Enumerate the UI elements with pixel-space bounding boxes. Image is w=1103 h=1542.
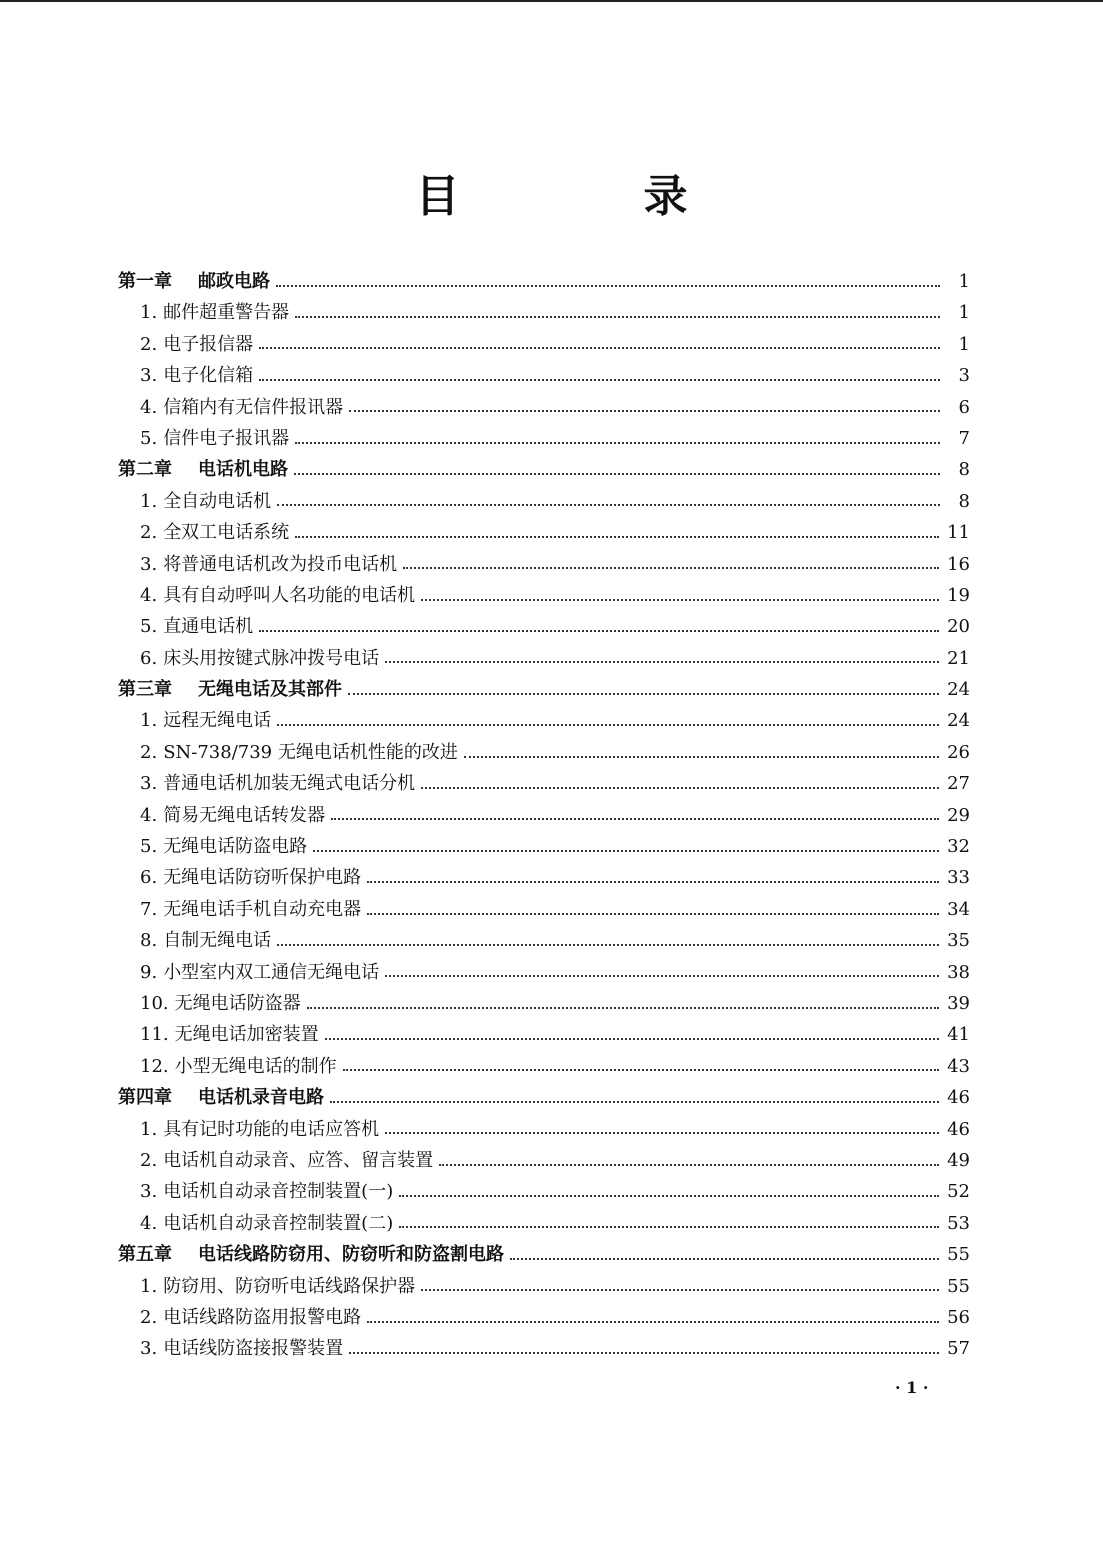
item-number: 2. bbox=[140, 741, 158, 763]
dot-leader bbox=[385, 661, 939, 663]
toc-item-row[interactable] bbox=[118, 1114, 970, 1145]
toc-chapter-row[interactable] bbox=[118, 1082, 970, 1113]
toc-entry-label bbox=[140, 1271, 415, 1302]
item-title: 电话机自动录音、应答、留言装置 bbox=[163, 1149, 434, 1171]
toc-entry-label bbox=[118, 1239, 504, 1270]
dot-leader bbox=[367, 1321, 939, 1323]
item-title: 具有自动呼叫人名功能的电话机 bbox=[163, 584, 416, 606]
chapter-number: 第三章 bbox=[118, 679, 172, 701]
toc-entry-label bbox=[140, 862, 361, 893]
toc-entry-label bbox=[140, 988, 301, 1019]
toc-item-row[interactable] bbox=[118, 925, 970, 956]
dot-leader bbox=[421, 1289, 939, 1291]
page-ref: 43 bbox=[947, 1055, 970, 1077]
page-ref: 49 bbox=[947, 1149, 970, 1171]
item-number: 3. bbox=[140, 365, 158, 387]
page-ref: 53 bbox=[947, 1212, 970, 1234]
toc-chapter-row[interactable] bbox=[118, 1239, 970, 1270]
page-ref: 27 bbox=[947, 773, 970, 795]
page-ref: 52 bbox=[947, 1181, 970, 1203]
dot-leader bbox=[421, 599, 939, 601]
toc-entry-label bbox=[140, 517, 289, 548]
item-number: 5. bbox=[140, 616, 158, 638]
toc-chapter-row[interactable] bbox=[118, 454, 970, 485]
chapter-title: 邮政电路 bbox=[198, 271, 270, 292]
toc-item-row[interactable] bbox=[118, 957, 970, 988]
page-ref: 21 bbox=[947, 647, 970, 669]
page-ref: 7 bbox=[958, 427, 970, 449]
toc-entry-label bbox=[140, 392, 343, 423]
toc-item-row[interactable] bbox=[118, 360, 970, 391]
toc-entry-label bbox=[140, 1176, 393, 1207]
page-ref: 33 bbox=[947, 867, 970, 889]
toc-item-row[interactable] bbox=[118, 831, 970, 862]
item-title: 远程无绳电话 bbox=[163, 710, 272, 732]
toc-item-row[interactable] bbox=[118, 768, 970, 799]
chapter-number: 第五章 bbox=[118, 1244, 172, 1266]
item-number: 2. bbox=[140, 1306, 158, 1328]
dot-leader bbox=[277, 504, 940, 506]
dot-leader bbox=[295, 442, 940, 444]
item-title: 全双工电话系统 bbox=[163, 522, 290, 544]
dot-leader bbox=[421, 787, 939, 789]
toc-item-row[interactable] bbox=[118, 611, 970, 642]
toc-item-row[interactable] bbox=[118, 705, 970, 736]
item-title: 电子报信器 bbox=[163, 333, 254, 355]
page-ref: 38 bbox=[947, 961, 970, 983]
toc-item-row[interactable] bbox=[118, 1271, 970, 1302]
page-ref: 20 bbox=[947, 616, 970, 638]
item-title: 小型室内双工通信无绳电话 bbox=[163, 961, 380, 983]
page-ref: 26 bbox=[947, 741, 970, 763]
table-of-contents bbox=[118, 266, 970, 1365]
item-number: 6. bbox=[140, 867, 158, 889]
dot-leader bbox=[259, 347, 940, 349]
toc-entry-label bbox=[140, 549, 397, 580]
dot-leader bbox=[439, 1164, 939, 1166]
item-title: 信箱内有无信件报讯器 bbox=[163, 396, 344, 418]
toc-entry-label bbox=[140, 705, 271, 736]
toc-item-row[interactable] bbox=[118, 1145, 970, 1176]
item-number: 1. bbox=[140, 710, 158, 732]
toc-chapter-row[interactable] bbox=[118, 674, 970, 705]
toc-entry-label bbox=[140, 894, 361, 925]
item-title: SN-738/739 无绳电话机性能的改进 bbox=[163, 741, 458, 763]
item-title: 电话线路防盗用报警电路 bbox=[163, 1306, 362, 1328]
item-title: 无绳电话防盗电路 bbox=[163, 836, 308, 858]
page-ref: 24 bbox=[947, 679, 970, 701]
item-number: 6. bbox=[140, 647, 158, 669]
toc-item-row[interactable] bbox=[118, 862, 970, 893]
page-ref: 39 bbox=[947, 992, 970, 1014]
item-number: 8. bbox=[140, 930, 158, 952]
page-ref: 1 bbox=[958, 333, 970, 355]
toc-item-row[interactable] bbox=[118, 580, 970, 611]
dot-leader bbox=[277, 944, 939, 946]
toc-item-row[interactable] bbox=[118, 894, 970, 925]
item-number: 2. bbox=[140, 1149, 158, 1171]
page-ref: 32 bbox=[947, 836, 970, 858]
toc-item-row[interactable] bbox=[118, 517, 970, 548]
item-title: 直通电话机 bbox=[163, 616, 254, 638]
dot-leader bbox=[349, 1352, 939, 1354]
item-title: 电话机自动录音控制装置(一) bbox=[163, 1181, 394, 1203]
dot-leader bbox=[295, 316, 940, 318]
item-title: 全自动电话机 bbox=[163, 490, 272, 512]
dot-leader bbox=[403, 567, 939, 569]
item-number: 10. bbox=[140, 992, 169, 1014]
item-number: 5. bbox=[140, 836, 158, 858]
toc-entry-label bbox=[118, 674, 342, 705]
item-number: 2. bbox=[140, 522, 158, 544]
item-title: 防窃用、防窃听电话线路保护器 bbox=[163, 1275, 416, 1297]
dot-leader bbox=[343, 1069, 939, 1071]
toc-entry-label bbox=[140, 611, 253, 642]
toc-item-row[interactable] bbox=[118, 549, 970, 580]
item-title: 普通电话机加装无绳式电话分机 bbox=[163, 773, 416, 795]
chapter-number: 第四章 bbox=[118, 1087, 172, 1109]
item-number: 3. bbox=[140, 773, 158, 795]
page-ref: 57 bbox=[947, 1338, 970, 1360]
dot-leader bbox=[325, 1038, 939, 1040]
dot-leader bbox=[385, 1132, 939, 1134]
page-number: · 1 · bbox=[895, 1378, 929, 1397]
toc-item-row[interactable] bbox=[118, 297, 970, 328]
dot-leader bbox=[367, 881, 939, 883]
chapter-title: 电话机电路 bbox=[198, 459, 288, 481]
item-title: 电子化信箱 bbox=[163, 365, 254, 387]
item-title: 无绳电话防盗器 bbox=[174, 992, 301, 1014]
toc-item-row[interactable] bbox=[118, 1051, 970, 1082]
toc-entry-label bbox=[140, 329, 253, 360]
toc-entry-label bbox=[140, 1019, 319, 1050]
item-number: 11. bbox=[140, 1024, 169, 1046]
toc-entry-label bbox=[118, 266, 270, 297]
toc-entry-label bbox=[140, 1333, 343, 1364]
item-title: 电话线防盗接报警装置 bbox=[163, 1338, 344, 1360]
toc-chapter-row[interactable] bbox=[118, 266, 970, 297]
toc-item-row[interactable] bbox=[118, 1019, 970, 1050]
page-ref: 6 bbox=[958, 396, 970, 418]
dot-leader bbox=[307, 1007, 939, 1009]
item-number: 7. bbox=[140, 898, 158, 920]
page-ref: 3 bbox=[958, 365, 970, 387]
toc-entry-label bbox=[140, 925, 271, 956]
dot-leader bbox=[348, 693, 939, 695]
item-number: 4. bbox=[140, 584, 158, 606]
item-title: 具有记时功能的电话应答机 bbox=[163, 1118, 380, 1140]
item-number: 3. bbox=[140, 553, 158, 575]
item-title: 信件电子报讯器 bbox=[163, 427, 290, 449]
item-number: 1. bbox=[140, 1275, 158, 1297]
page-ref: 46 bbox=[947, 1118, 970, 1140]
dot-leader bbox=[276, 285, 940, 287]
item-number: 3. bbox=[140, 1338, 158, 1360]
toc-item-row[interactable] bbox=[118, 1208, 970, 1239]
dot-leader bbox=[313, 850, 939, 852]
chapter-number: 第二章 bbox=[118, 459, 172, 481]
toc-entry-label bbox=[140, 768, 415, 799]
toc-entry-label bbox=[140, 737, 458, 768]
toc-item-row[interactable] bbox=[118, 392, 970, 423]
toc-entry-label bbox=[140, 423, 289, 454]
toc-entry-label bbox=[140, 957, 379, 988]
dot-leader bbox=[331, 818, 939, 820]
toc-item-row[interactable] bbox=[118, 486, 970, 517]
toc-item-row[interactable] bbox=[118, 1302, 970, 1333]
top-rule bbox=[0, 0, 1103, 2]
item-number: 4. bbox=[140, 1212, 158, 1234]
toc-entry-label bbox=[140, 1302, 361, 1333]
dot-leader bbox=[385, 975, 939, 977]
page-ref: 55 bbox=[947, 1275, 970, 1297]
page-ref: 34 bbox=[947, 898, 970, 920]
item-title: 邮件超重警告器 bbox=[163, 302, 290, 324]
page-ref: 35 bbox=[947, 930, 970, 952]
toc-entry-label bbox=[140, 800, 325, 831]
toc-entry-label bbox=[118, 454, 288, 485]
item-title: 自制无绳电话 bbox=[163, 930, 272, 952]
item-title: 无绳电话加密装置 bbox=[174, 1024, 319, 1046]
dot-leader bbox=[330, 1101, 939, 1103]
page-ref: 8 bbox=[958, 459, 970, 481]
page-ref: 8 bbox=[958, 490, 970, 512]
page-title: 目 录 bbox=[415, 171, 758, 222]
page-ref: 19 bbox=[947, 584, 970, 606]
item-number: 2. bbox=[140, 333, 158, 355]
page-ref: 24 bbox=[947, 710, 970, 732]
page-ref: 46 bbox=[947, 1087, 970, 1109]
toc-entry-label bbox=[140, 486, 271, 517]
page-ref: 11 bbox=[947, 522, 970, 544]
toc-item-row[interactable] bbox=[118, 737, 970, 768]
item-number: 5. bbox=[140, 427, 158, 449]
item-number: 1. bbox=[140, 1118, 158, 1140]
dot-leader bbox=[464, 756, 939, 758]
page-ref: 16 bbox=[947, 553, 970, 575]
item-number: 9. bbox=[140, 961, 158, 983]
toc-item-row[interactable] bbox=[118, 329, 970, 360]
item-number: 1. bbox=[140, 302, 158, 324]
item-number: 3. bbox=[140, 1181, 158, 1203]
dot-leader bbox=[510, 1258, 939, 1260]
dot-leader bbox=[367, 913, 939, 915]
toc-entry-label bbox=[118, 1082, 324, 1113]
toc-item-row[interactable] bbox=[118, 1333, 970, 1364]
dot-leader bbox=[277, 724, 939, 726]
page-ref: 55 bbox=[947, 1244, 970, 1266]
dot-leader bbox=[259, 630, 939, 632]
item-title: 将普通电话机改为投币电话机 bbox=[163, 553, 398, 575]
dot-leader bbox=[399, 1226, 939, 1228]
chapter-title: 无绳电话及其部件 bbox=[198, 679, 342, 701]
toc-entry-label bbox=[140, 1114, 379, 1145]
toc-item-row[interactable] bbox=[118, 1176, 970, 1207]
item-number: 1. bbox=[140, 490, 158, 512]
item-number: 4. bbox=[140, 396, 158, 418]
item-title: 简易无绳电话转发器 bbox=[163, 804, 326, 826]
toc-entry-label bbox=[140, 1208, 393, 1239]
toc-item-row[interactable] bbox=[118, 800, 970, 831]
item-title: 无绳电话防窃听保护电路 bbox=[163, 867, 362, 889]
item-title: 床头用按键式脉冲拨号电话 bbox=[163, 647, 380, 669]
page-ref: 1 bbox=[958, 302, 970, 324]
toc-entry-label bbox=[140, 1051, 337, 1082]
dot-leader bbox=[295, 536, 939, 538]
item-number: 4. bbox=[140, 804, 158, 826]
chapter-title: 电话线路防窃用、防窃听和防盗割电路 bbox=[198, 1244, 504, 1266]
page-ref: 1 bbox=[958, 271, 970, 292]
toc-entry-label bbox=[140, 580, 415, 611]
toc-entry-label bbox=[140, 831, 307, 862]
toc-item-row[interactable] bbox=[118, 988, 970, 1019]
page-ref: 41 bbox=[947, 1024, 970, 1046]
toc-entry-label bbox=[140, 1145, 433, 1176]
item-title: 小型无绳电话的制作 bbox=[174, 1055, 337, 1077]
dot-leader bbox=[259, 379, 940, 381]
item-number: 12. bbox=[140, 1055, 169, 1077]
item-title: 无绳电话手机自动充电器 bbox=[163, 898, 362, 920]
chapter-title: 电话机录音电路 bbox=[198, 1087, 324, 1109]
page-ref: 29 bbox=[947, 804, 970, 826]
dot-leader bbox=[349, 410, 940, 412]
chapter-number: 第一章 bbox=[118, 271, 172, 292]
page-ref: 56 bbox=[947, 1306, 970, 1328]
toc-entry-label bbox=[140, 360, 253, 391]
toc-item-row[interactable] bbox=[118, 423, 970, 454]
dot-leader bbox=[294, 473, 940, 475]
toc-entry-label bbox=[140, 643, 379, 674]
toc-item-row[interactable] bbox=[118, 643, 970, 674]
item-title: 电话机自动录音控制装置(二) bbox=[163, 1212, 394, 1234]
dot-leader bbox=[399, 1195, 939, 1197]
toc-entry-label bbox=[140, 297, 289, 328]
